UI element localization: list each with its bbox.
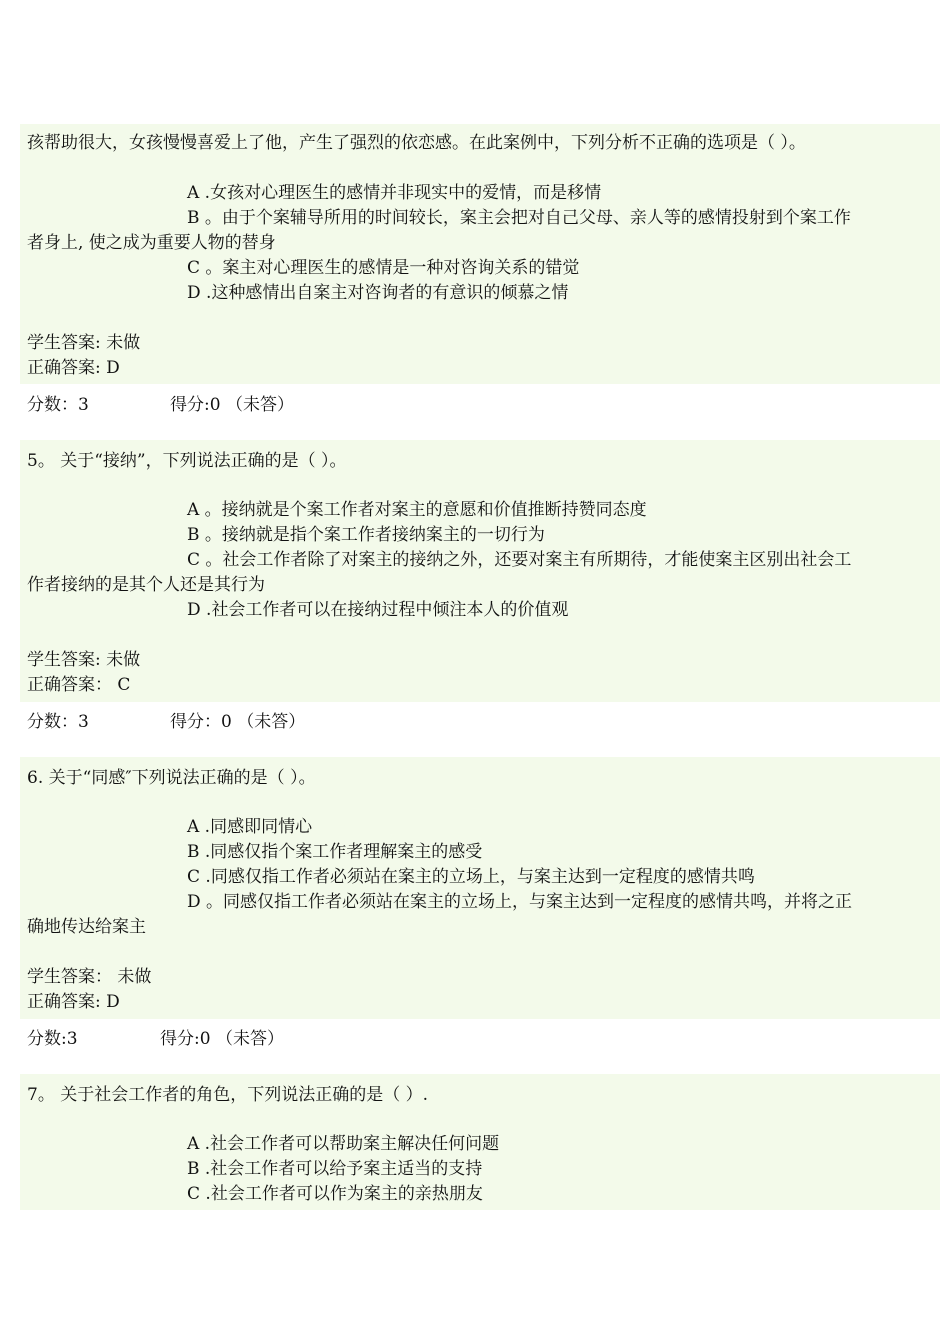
- q5-option-b: B 。接纳就是指个案工作者接纳案主的一切行为: [187, 525, 545, 545]
- q5-option-c: C 。社会工作者除了对案主的接纳之外，还要对案主有所期待，才能使案主区别出社会工: [187, 550, 852, 570]
- q6-student-answer: 学生答案： 未做: [27, 967, 152, 987]
- q4-correct-answer: 正确答案: D: [27, 358, 120, 378]
- q6-option-a: A .同感即同情心: [187, 817, 313, 837]
- q5-option-a: A 。接纳就是个案工作者对案主的意愿和价值推断持赞同态度: [187, 500, 647, 520]
- q4-option-b: B 。由于个案辅导所用的时间较长，案主会把对自己父母、亲人等的感情投射到个案工作: [187, 208, 851, 228]
- q6-option-d: D 。同感仅指工作者必须站在案主的立场上，与案主达到一定程度的感情共鸣，并将之正: [187, 892, 853, 912]
- q4-points-earned: 得分:0 （未答）: [170, 395, 294, 415]
- q5-option-c-wrap: 作者接纳的是其个人还是其行为: [27, 575, 265, 595]
- q4-score: 分数：3: [27, 395, 89, 415]
- q4-option-d: D .这种感情出自案主对咨询者的有意识的倾慕之情: [187, 283, 569, 303]
- q6-points-earned: 得分:0 （未答）: [160, 1029, 284, 1049]
- question-5-stem: 5。 关于“接纳”，下列说法正确的是（ ）。: [27, 451, 347, 471]
- q5-option-d: D .社会工作者可以在接纳过程中倾注本人的价值观: [187, 600, 569, 620]
- q6-option-d-wrap: 确地传达给案主: [27, 917, 146, 937]
- q5-score: 分数：3: [27, 712, 89, 732]
- q5-points-earned: 得分：0 （未答）: [170, 712, 306, 732]
- q5-student-answer: 学生答案: 未做: [27, 650, 141, 670]
- q4-option-a: A .女孩对心理医生的感情并非现实中的爱情，而是移情: [187, 183, 602, 203]
- q7-option-a: A .社会工作者可以帮助案主解决任何问题: [187, 1134, 500, 1154]
- q6-option-b: B .同感仅指个案工作者理解案主的感受: [187, 842, 483, 862]
- q5-correct-answer: 正确答案： C: [27, 675, 131, 695]
- q4-option-c: C 。案主对心理医生的感情是一种对咨询关系的错觉: [187, 258, 580, 278]
- q6-score: 分数:3: [27, 1029, 78, 1049]
- q7-option-b: B .社会工作者可以给予案主适当的支持: [187, 1159, 483, 1179]
- q6-option-c: C .同感仅指工作者必须站在案主的立场上，与案主达到一定程度的感情共鸣: [187, 867, 755, 887]
- q6-correct-answer: 正确答案: D: [27, 992, 120, 1012]
- question-4-stem: 孩帮助很大，女孩慢慢喜爱上了他，产生了强烈的依恋感。在此案例中，下列分析不正确的选项是（ ）。: [27, 133, 806, 153]
- q7-option-c: C .社会工作者可以作为案主的亲热朋友: [187, 1184, 483, 1204]
- q4-student-answer: 学生答案: 未做: [27, 333, 141, 353]
- question-7-stem: 7。 关于社会工作者的角色，下列说法正确的是（ ）.: [27, 1085, 429, 1105]
- q4-option-b-wrap: 者身上, 使之成为重要人物的替身: [27, 233, 276, 253]
- question-6-stem: 6. 关于“同感″下列说法正确的是（ ）。: [27, 768, 316, 788]
